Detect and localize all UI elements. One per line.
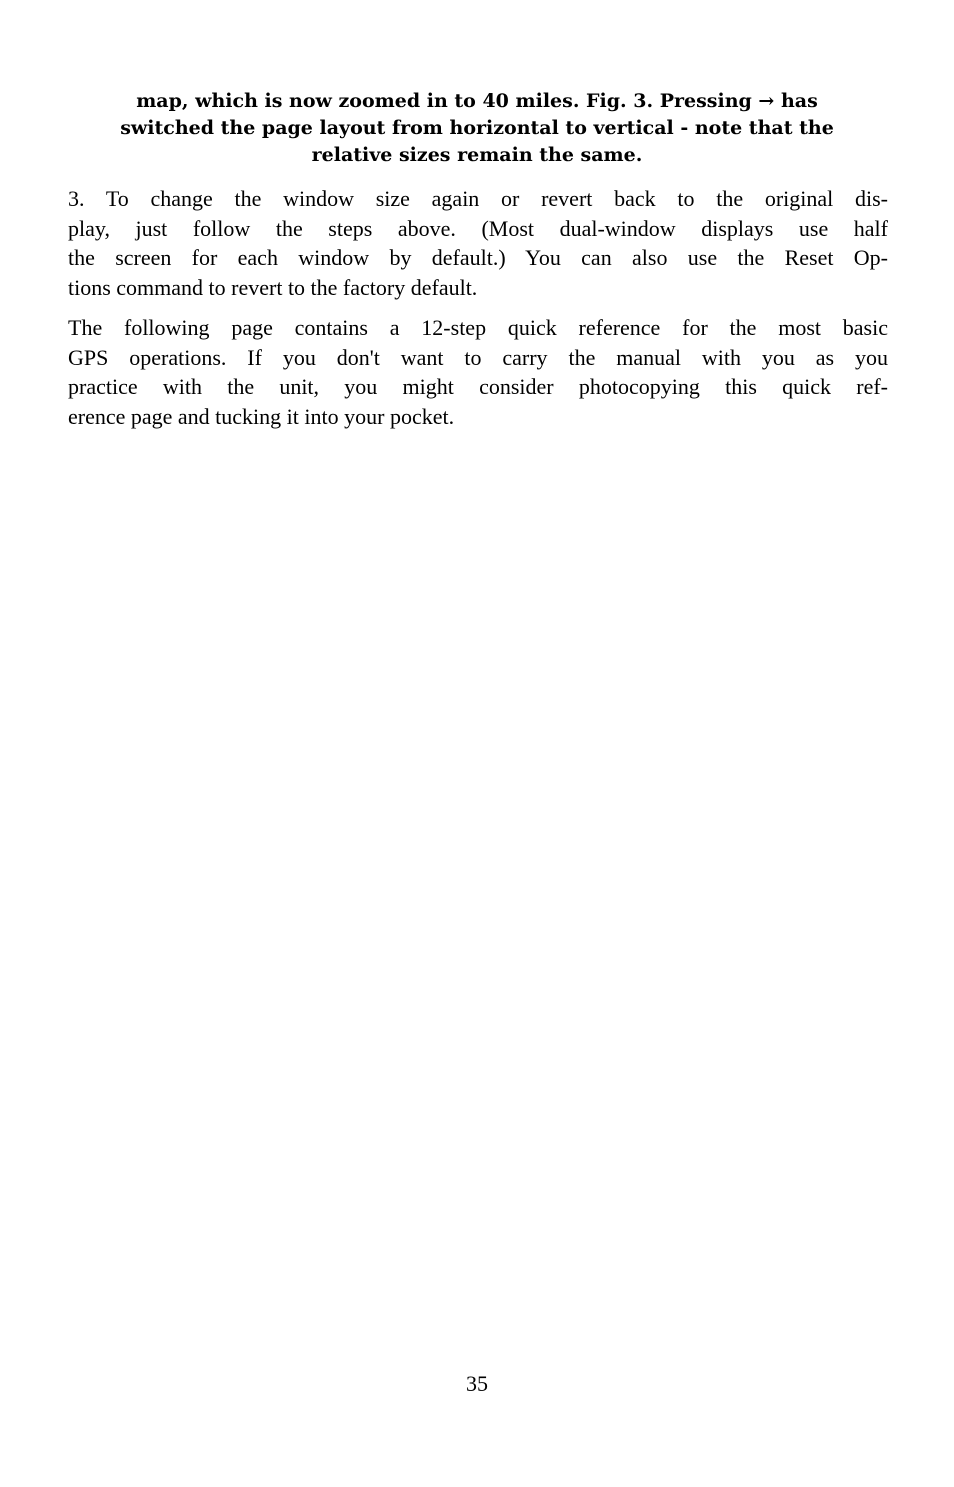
paragraph-line: erence page and tucking it into your pocket.: [68, 403, 455, 429]
paragraph-line: practice with the unit, you might consider photocopying this quick ref-: [68, 374, 888, 399]
caption-line: switched the page layout from horizontal to vertical - note that the: [120, 117, 834, 139]
paragraph-line: The following page contains a 12-step quick reference for the most basic: [68, 315, 888, 340]
paragraph-line: tions command to revert to the factory default.: [68, 274, 478, 300]
paragraph-quick-reference: [68, 313, 888, 431]
caption-line: map, which is now zoomed in to 40 miles. Fig. 3. Pressing → has: [136, 90, 818, 112]
caption-line: relative sizes remain the same.: [311, 144, 643, 166]
figure-caption: [60, 88, 894, 169]
paragraph-window-size: [68, 184, 888, 302]
paragraph-line: 3. To change the window size again or revert back to the original dis-: [68, 186, 888, 211]
paragraph-line: GPS operations. If you don't want to carry the manual with you as you: [68, 344, 888, 370]
page-number: 35: [466, 1371, 488, 1396]
paragraph-line: play, just follow the steps above. (Most dual-window displays use half: [68, 215, 888, 241]
paragraph-line: the screen for each window by default.) You can also use the Reset Op-: [68, 245, 888, 270]
